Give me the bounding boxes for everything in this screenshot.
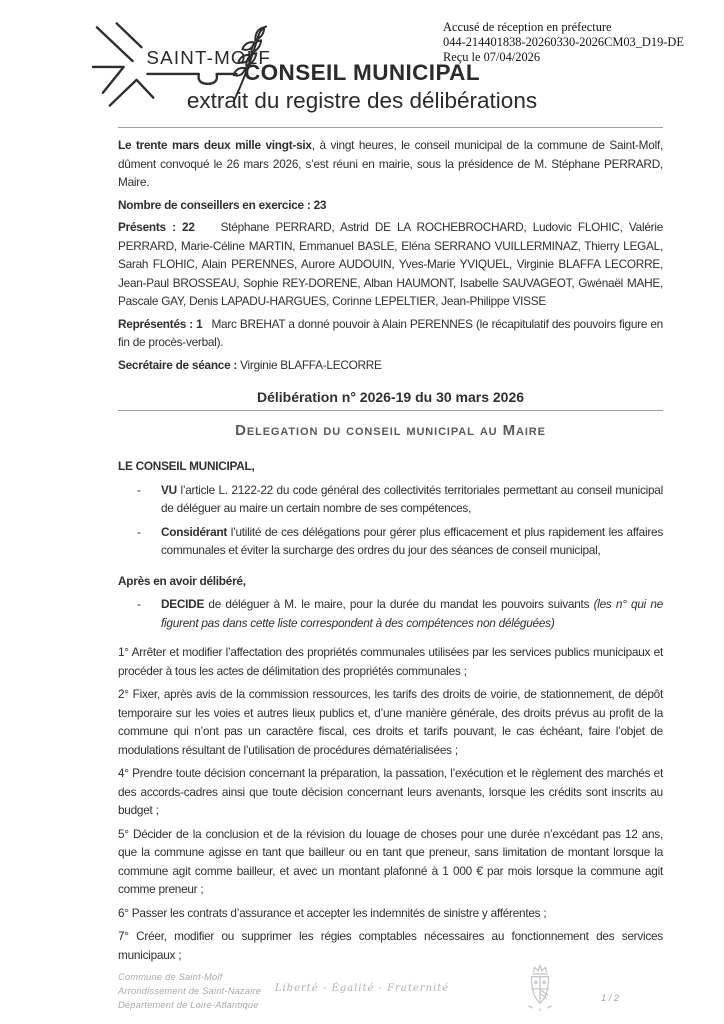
deliberation-subject-heading: Delegation du conseil municipal au Maire — [235, 422, 546, 439]
list-dash: - — [137, 482, 141, 497]
receipt-line-3: Reçu le 07/04/2026 — [443, 50, 541, 64]
decide-item — [118, 595, 663, 632]
logo-text: SAINT-MOLF — [146, 47, 272, 69]
conseil-municipal-heading: LE CONSEIL MUNICIPAL, — [118, 459, 255, 473]
considerant-item — [118, 523, 663, 560]
councillors-count-line: Nombre de conseillers en exercice : 23 — [118, 197, 327, 212]
commune-crest-icon — [523, 963, 557, 1013]
session-opening-paragraph — [118, 136, 663, 192]
footer-arrondissement-line: Arrondissement de Saint-Nazaire — [118, 985, 262, 996]
deliberation-title-underline — [118, 410, 663, 411]
document-subtitle: extrait du registre des délibérations — [186, 88, 538, 113]
vu-keyword: VU — [161, 482, 177, 497]
header-divider — [118, 127, 663, 128]
power-item-6: 6° Passer les contrats d’assurance et accepter les indemnités de sinistre y afférentes ; — [118, 905, 547, 920]
deliberation-number-title: Délibération n° 2026-19 du 30 mars 2026 — [256, 389, 525, 405]
power-item-7: 7° Créer, modifier ou supprimer les régies comptables nécessaires au fonctionnement des services municipaux ; — [118, 929, 663, 962]
present-names: Stéphane PERRARD, Astrid DE LA ROCHEBROCHARD, Ludovic FLOHIC, Valérie PERRARD, Marie-Céline MARTIN, Emmanuel BASLE, Eléna SERRANO VUILLERMINAZ, Thierry LEGAL, Sarah FLOHIC, Alain PERENNES, Aurore AUDOUIN, Yves-Marie YVIQUEL, Virginie BLAFFA LECORRE, Jean-Paul BROSSEAU, Sophie REY-DORENE, Alban HAUMONT, Isabelle SAUVAGEOT, Gwénaël MAHE, Pascale GAY, Denis LAPADU-HARGUES, Corinne LEPELTIER, Jean-Philippe VISSE — [118, 220, 664, 308]
footer-motto: Liberté - Égalité - Fraternité — [274, 983, 450, 994]
decide-keyword: DECIDE — [161, 597, 205, 611]
session-opening-text: , à vingt heures, le conseil municipal de la commune de Saint-Molf, dûment convoqué le 26 mars 2026, s’est réuni en mairie, sous la présidence de M. Stéphane PERRARD, Maire. — [118, 138, 663, 189]
considerant-keyword: Considérant — [161, 524, 228, 539]
represented-members-paragraph — [118, 315, 663, 352]
present-members-paragraph — [118, 218, 663, 311]
represented-label: Représentés : 1 — [118, 316, 203, 331]
present-label: Présents : 22 — [118, 220, 195, 234]
power-item-1: 1° Arrêter et modifier l’affectation des propriétés communales utilisées par les services publics municipaux et procéder à tous les actes de délimitation des propriétés communales ; — [118, 645, 663, 678]
receipt-line-2: 044-214401838-20260330-2026CM03_D19-DE — [443, 35, 684, 49]
represented-text: Marc BREHAT a donné pouvoir à Alain PERENNES (le récapitulatif des pouvoirs figure en fin de procès-verbal). — [118, 316, 663, 349]
footer-commune-line: Commune de Saint-Molf — [118, 972, 223, 982]
vu-item — [118, 481, 663, 518]
considerant-text: l’utilité de ces délégations pour gérer plus efficacement et plus rapidement les affaires communales et éviter la surcharge des ordres du jour des séances de conseil municipal, — [161, 524, 663, 557]
session-date: Le trente mars deux mille vingt-six — [118, 138, 312, 152]
document-body — [0, 127, 724, 964]
power-item-2: 2° Fixer, après avis de la commission ressources, les tarifs des droits de voirie, de stationnement, de dépôt temporaire sur les voies et autres lieux publics et, d’une manière générale, des droits prévus au profit de la commune qui n’ont pas un caractère fiscal, ces droits et tarifs pouvant, le cas échéant, faire l’objet de modulations résultant de l’utilisation de procédures dématérialisées ; — [118, 687, 663, 757]
footer-departement-line: Département de Loire-Atlantique — [118, 999, 259, 1010]
prefecture-receipt-stamp — [443, 20, 711, 65]
apres-deliberation-heading: Après en avoir délibéré, — [118, 573, 246, 588]
secretary-name: Virginie BLAFFA-LECORRE — [237, 357, 382, 372]
power-item-4: 4° Prendre toute décision concernant la préparation, la passation, l’exécution et le règlement des marchés et des accords-cadres ainsi que toute décision concernant leurs avenants, lorsque les crédits sont inscrits au budget ; — [118, 766, 663, 817]
power-item-5: 5° Décider de la conclusion et de la révision du louage de choses pour une durée n’excédant pas 12 ans, que la commune agisse en tant que bailleur ou en tant que preneur, sans limitation de montant lorsque la commune agit comme bailleur, et avec un montant plafonné à 1 000 € par mois lorsque la commune agit comme preneur ; — [118, 826, 663, 896]
page-number: 1 / 2 — [601, 993, 620, 1003]
decide-text: de déléguer à M. le maire, pour la durée du mandat les pouvoirs suivants — [204, 597, 594, 611]
list-dash: - — [137, 597, 141, 611]
decide-note-italic: (les n° qui ne figurent pas dans cette liste correspondent à des compétences non déléguées) — [161, 597, 664, 630]
secretary-label: Secrétaire de séance : — [118, 357, 238, 372]
session-secretary-line — [118, 356, 663, 375]
vu-text: l’article L. 2122-22 du code général des collectivités territoriales permettant au conseil municipal de déléguer au maire un certain nombre de ses compétences, — [161, 482, 663, 515]
list-dash: - — [137, 524, 141, 539]
page-header — [0, 0, 724, 127]
receipt-line-1: Accusé de réception en préfecture — [443, 20, 612, 34]
document-title: CONSEIL MUNICIPAL — [244, 60, 480, 85]
